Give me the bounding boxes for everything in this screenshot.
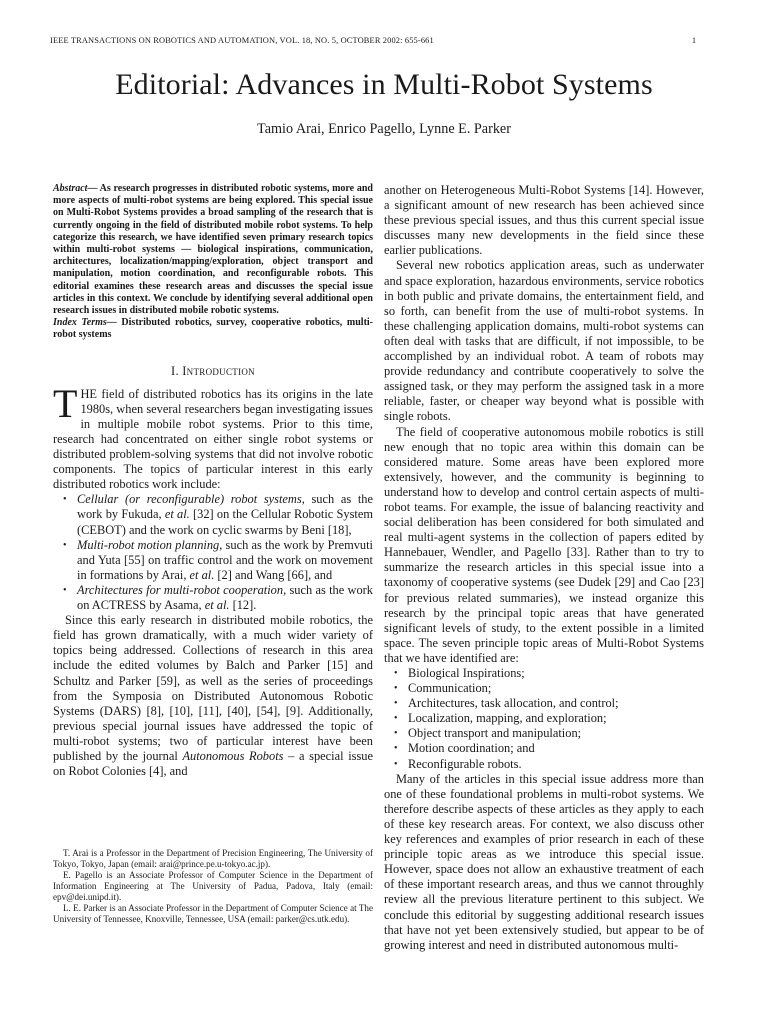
section-title: Introduction (182, 363, 255, 378)
bullet-text-end: [12]. (229, 598, 257, 613)
bullet-etal: et al. (164, 507, 190, 522)
bullet-etal: et al. (189, 567, 215, 582)
running-head: IEEE TRANSACTIONS ON ROBOTICS AND AUTOMATION, VOL. 18, NO. 5, OCTOBER 2002: 655-661 (50, 36, 434, 45)
journal-name: Autonomous Robots (182, 748, 284, 763)
footnote-pagello: E. Pagello is an Associate Professor of Computer Science in the Department of Information Engineering at The University of Padua, Padova, Italy (email: epv@dei.unipd.it). (53, 870, 373, 902)
section-numeral: I. (171, 363, 183, 378)
topic-item: • Architectures, task allocation, and control; (384, 696, 704, 711)
bullet-text-end: [32] on the Cellular Robotic System (CEBOT) and the work on cyclic swarms by Beni [18], (77, 507, 373, 537)
right-column (384, 183, 704, 953)
abstract (53, 183, 373, 317)
list-item (53, 538, 373, 583)
index-terms (53, 317, 373, 341)
left-column (53, 183, 373, 779)
bullet-text: , such as the work on ACTRESS by Asama, (77, 582, 373, 613)
paper-title: Editorial: Advances in Multi-Robot Systems (115, 68, 653, 101)
topic-item: • Communication; (384, 681, 704, 696)
intro-text: HE field of distributed robotics has its origins in the late 1980s, when several researchers began investigating issues in multiple mobile robot systems. Prior to this time, research had concentrated on either single robot systems or distributed problem-solving systems that did not involve robotic components. The topics of particular interest in this early distributed robotics work include: (53, 386, 373, 492)
topic-item: • Motion coordination; and (384, 741, 704, 756)
bullet-text: , such as the work by Premvuti and Yuta [55] on traffic control and the work on movement in formations by Arai, (77, 537, 373, 582)
bullet-term: Multi-robot motion planning (77, 537, 220, 552)
articles-paragraph: Many of the articles in this special issue address more than one of these foundational problems in multi-robot systems. We therefore describe aspects of these articles as they apply to each of these key research areas. For context, we also discuss other key references and examples of prior research in each of these principle topic areas as we introduce this special issue. However, space does not allow an exhaustive treatment of each of these important research areas, and thus we cannot throughly review all the previous literature pertinent to this subject. We conclude this editorial by suggesting additional research issues that have not yet been extensively studied, but appear to be of growing interest and need in distributed autonomous multi- (384, 771, 704, 952)
index-terms-text: Distributed robotics, survey, cooperative robotics, multi-robot systems (53, 317, 374, 341)
footnote-parker: L. E. Parker is an Associate Professor in the Department of Computer Science at The University of Tennessee, Knoxville, Tennessee, USA (email: parker@cs.utk.edu). (53, 903, 373, 924)
drop-cap: T (53, 380, 78, 426)
list-item (53, 492, 373, 537)
list-item (53, 583, 373, 613)
continuation-paragraph: another on Heterogeneous Multi-Robot Systems [14]. However, a significant amount of new research has been achieved since these previous special issues, and thus this current special issue discusses many new developments in the field since these earlier publications. (384, 183, 704, 258)
footnotes (53, 848, 373, 925)
bullet-text: , such as the work by Fukuda, (77, 492, 373, 522)
section-heading (53, 364, 373, 379)
page-number: 1 (691, 36, 696, 45)
author-list: Tamio Arai, Enrico Pagello, Lynne E. Parker (257, 121, 511, 137)
history-paragraph (53, 613, 373, 779)
bullet-etal: et al. (204, 598, 230, 613)
intro-paragraph (53, 380, 373, 493)
topic-areas-list (384, 666, 704, 772)
history-text: Since this early research in distributed mobile robotics, the field has grown dramatically, with a much wider variety of topics being addressed. Collections of research in this area include the edited volumes by Balch and Parker [15] and Schultz and Parker [59], as well as the series of proceedings from the Symposia on Distributed Autonomous Robotic Systems (DARS) [8], [10], [11], [40], [54], [9]. Additionally, previous special journal issues have addressed the topic of multi-robot systems; two of particular interest have been published by the journal (53, 613, 373, 763)
abstract-text: As research progresses in distributed robotic systems, more and more aspects of multi-robot systems are being explored. This special issue on Multi-Robot Systems provides a broad sampling of the research that is currently ongoing in the field of distributed mobile robot systems. To help categorize this research, we have identified seven primary research topics within multi-robot systems — biological inspirations, communication, architectures, localization/mapping/exploration, object transport and manipulation, motion coordination, and reconfigurable robots. This editorial examines these research areas and discusses the special issue articles in this context. We conclude by identifying several additional open research issues in distributed mobile robotic systems. (53, 183, 373, 317)
field-paragraph: The field of cooperative autonomous mobile robotics is still new enough that no topic area within this domain can be considered mature. Some areas have been explored more extensively, however, and the community is beginning to understand how to develop and control certain aspects of multi-robot teams. For example, the issue of balancing reactivity and social deliberation has been considered for both simulated and real multi-agent systems in the collection of papers edited by Hannebauer, Wendler, and Pagello [33]. Rather than to try to summarize the research articles in this special issue into a taxonomy of cooperative systems (see Dudek [29] and Cao [23] for previous related summaries), we instead organize this research by the principal topic areas that have generated significant levels of study, to the extent possible in a limited space. The seven principle topic areas of Multi-Robot Systems that we have identified are: (384, 424, 704, 665)
footnote-arai: T. Arai is a Professor in the Department of Precision Engineering, The University of Tokyo, Tokyo, Japan (email: arai@prince.pe.u-tokyo.ac.jp). (53, 848, 373, 869)
applications-paragraph: Several new robotics application areas, such as underwater and space exploration, hazardous environments, service robotics in both public and private domains, the entertainment field, and so forth, can benefit from the use of multi-robot systems. In these challenging application domains, multi-robot systems can often deal with tasks that are difficult, if not impossible, to be accomplished by an individual robot. A team of robots may provide redundancy and contribute cooperatively to solve the assigned task, or they may perform the assigned task in a more reliable, faster, or cheaper way beyond what is possible with single robots. (384, 258, 704, 424)
bullet-text-end: [2] and Wang [66], and (214, 567, 333, 582)
index-terms-label: Index Terms— (53, 317, 117, 329)
topic-item: • Reconfigurable robots. (384, 757, 704, 772)
early-topics-list (53, 492, 373, 613)
topic-item: • Object transport and manipulation; (384, 726, 704, 741)
bullet-term: Architectures for multi-robot cooperation (77, 582, 284, 597)
topic-item: • Localization, mapping, and exploration; (384, 711, 704, 726)
history-text-end: – a special issue on Robot Colonies [4], and (53, 748, 373, 779)
abstract-label: Abstract— (53, 183, 98, 194)
bullet-term: Cellular (or reconfigurable) robot systems (77, 492, 302, 507)
topic-item: • Biological Inspirations; (384, 666, 704, 681)
